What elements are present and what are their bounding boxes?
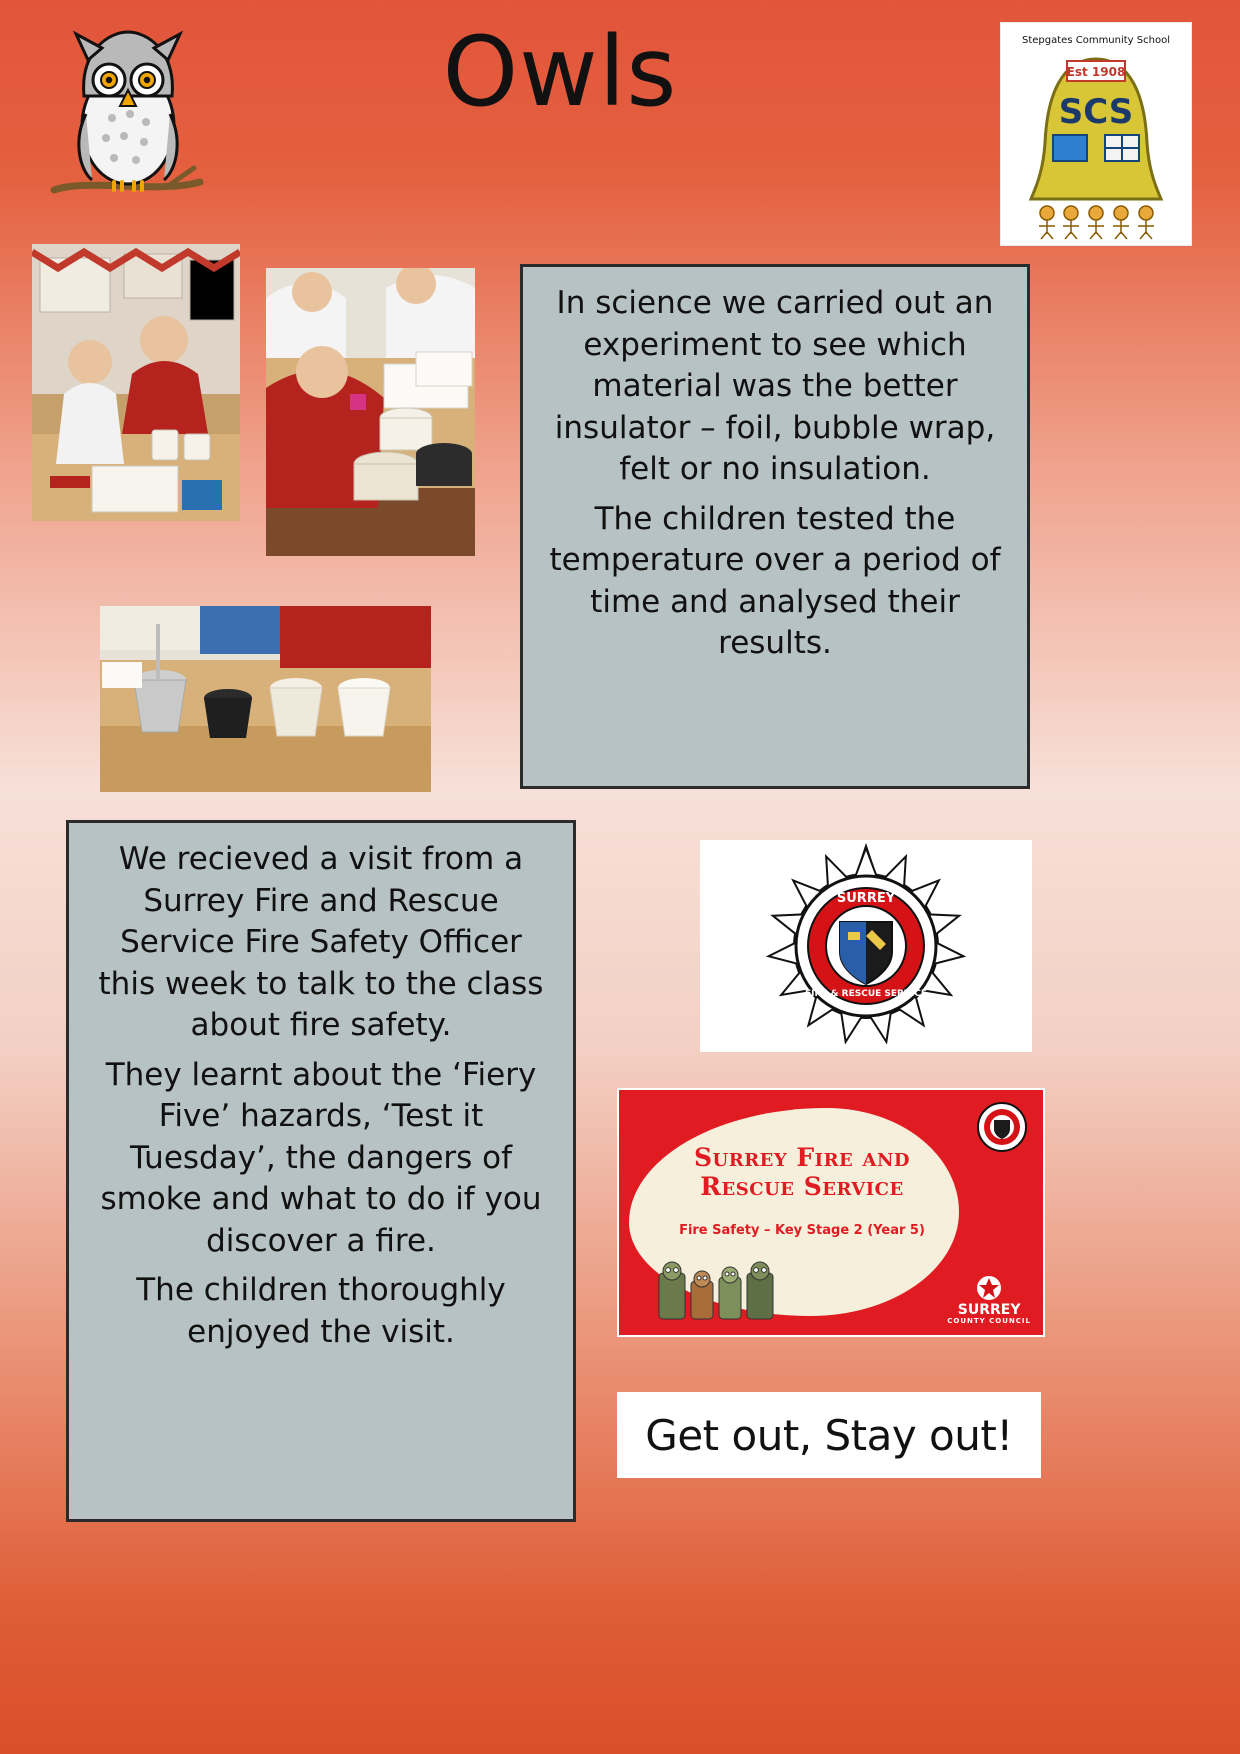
firefighter-figures (655, 1249, 805, 1327)
science-paragraph-2: The children tested the temperature over a period of time and analysed their results. (549, 500, 1001, 662)
photo-children-science-experiment-2 (266, 268, 475, 556)
surrey-fire-and-rescue-crest (700, 840, 1032, 1052)
svg-text:Stepgates Community School: Stepgates Community School (1022, 35, 1170, 46)
fire-paragraph-1: We recieved a visit from a Surrey Fire and Rescue Service Fire Safety Officer this week to talk to the class about fire safety. (98, 841, 544, 1044)
fire-paragraph-2: They learnt about the ‘Fiery Five’ hazards, ‘Test it Tuesday’, the dangers of smoke and what to do if you discover a fire. (100, 1056, 542, 1259)
science-paragraph-1: In science we carried out an experiment to see which material was the better insulator – foil, bubble wrap, felt or no insulation. (554, 285, 996, 488)
surrey-fire-and-rescue-slide (617, 1088, 1045, 1337)
slide-title: Surrey Fire and Rescue Service (693, 1143, 911, 1201)
science-text-panel (520, 264, 1030, 789)
get-out-stay-out-banner (617, 1392, 1041, 1478)
page-title: Owls (442, 16, 678, 128)
slide-subtitle: Fire Safety – Key Stage 2 (Year 5) (679, 1223, 925, 1238)
surrey-logo-main: SURREY (957, 1301, 1021, 1318)
slide-crest-icon (975, 1100, 1029, 1158)
svg-text:SURREY: SURREY (836, 891, 896, 906)
fire-safety-text-panel (66, 820, 576, 1522)
photo-children-science-experiment-1 (32, 244, 240, 521)
photo-insulated-cups-on-desk (100, 606, 431, 792)
surrey-county-council-logo (947, 1275, 1031, 1325)
svg-text:SCS: SCS (1058, 92, 1134, 132)
stepgates-community-school-logo (1000, 22, 1192, 246)
owl-illustration (48, 18, 208, 218)
surrey-logo-small: COUNTY COUNCIL (947, 1316, 1031, 1325)
svg-text:Est 1908: Est 1908 (1066, 65, 1126, 79)
get-out-stay-out-text: Get out, Stay out! (645, 1410, 1013, 1460)
fire-paragraph-3: The children thoroughly enjoyed the visit. (136, 1272, 506, 1350)
svg-text:FIRE & RESCUE SERVICE: FIRE & RESCUE SERVICE (804, 989, 928, 999)
